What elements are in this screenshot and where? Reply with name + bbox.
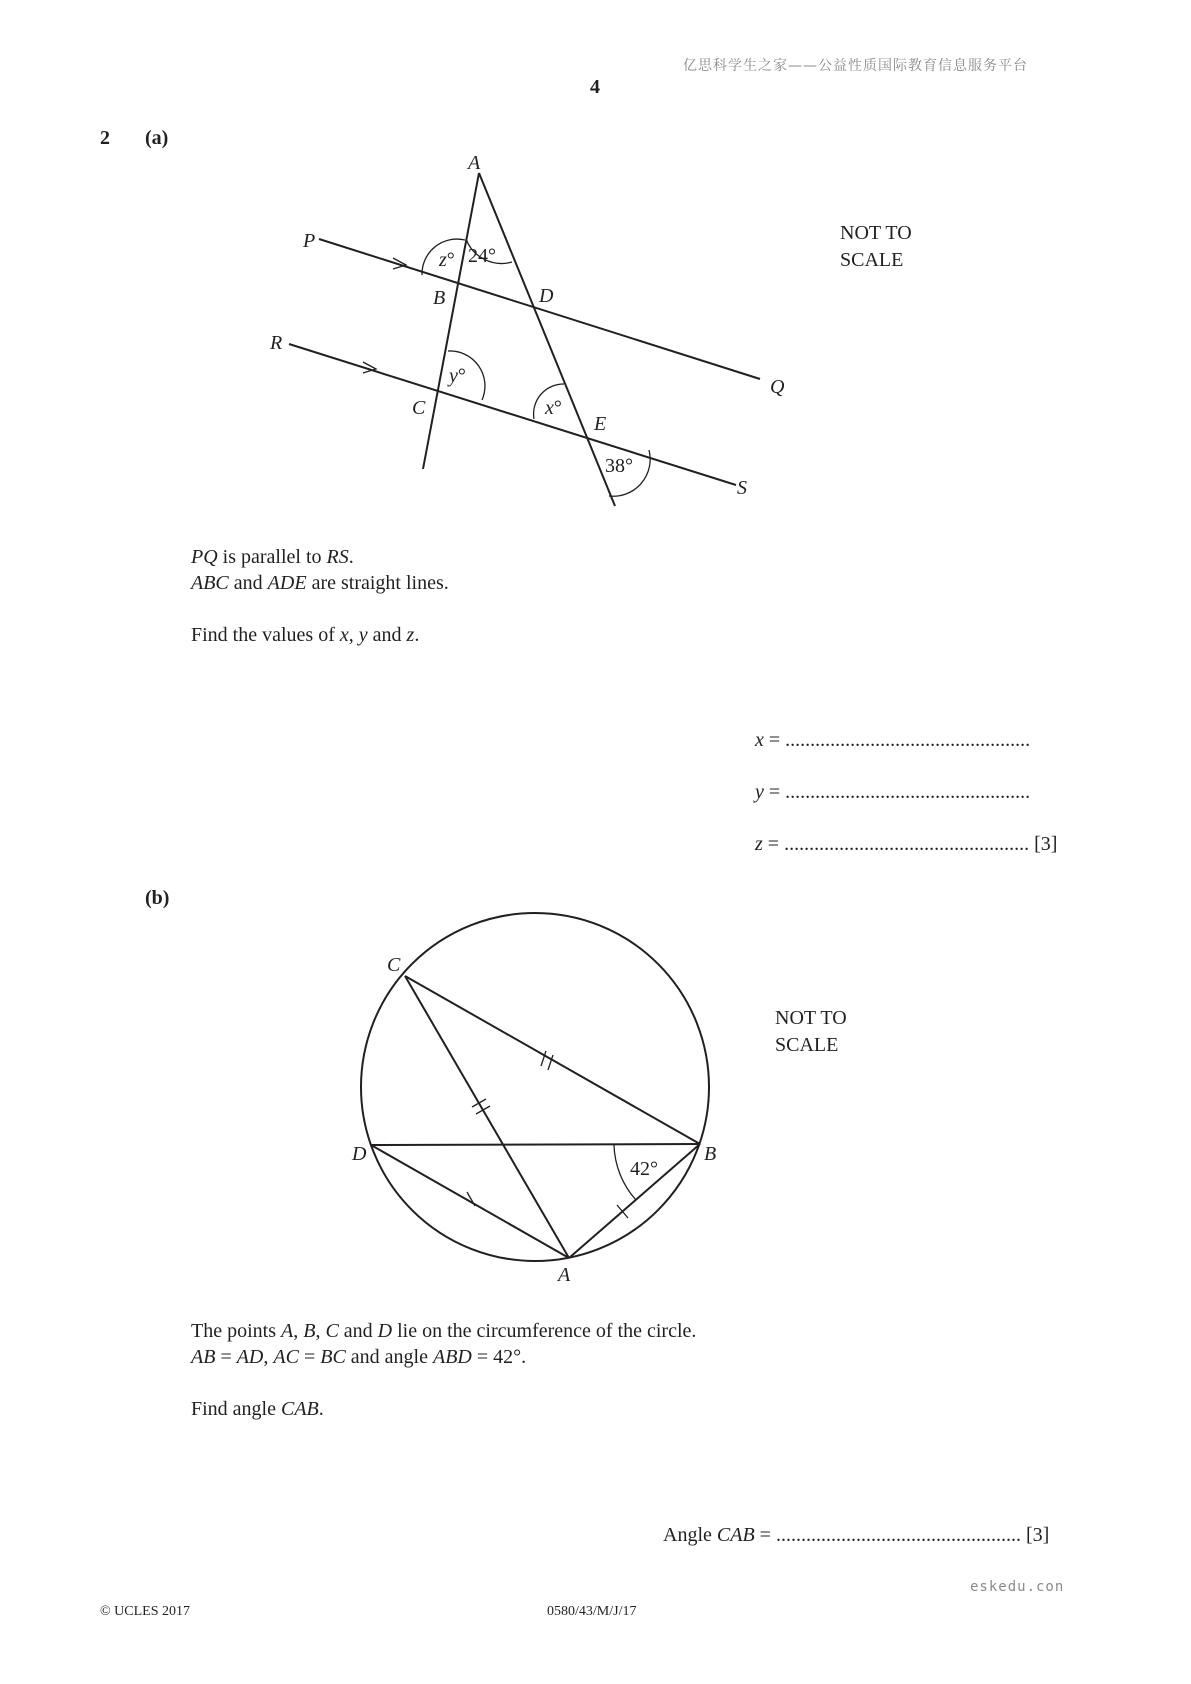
label-point-c: C <box>412 397 426 419</box>
chord-ca <box>405 976 569 1258</box>
answer-line-x[interactable]: x = ................................................. <box>755 729 1031 751</box>
line-ade <box>479 173 615 506</box>
answer-dots-z[interactable]: ................................................. <box>784 833 1030 855</box>
part-b-label: (b) <box>145 887 170 909</box>
label-point-a: A <box>468 152 481 174</box>
circle-diagram <box>0 900 1191 1290</box>
footer-copyright: © UCLES 2017 <box>100 1604 190 1619</box>
label-point-e: E <box>594 413 607 435</box>
not-to-scale-b-line1: NOT TO <box>775 1007 847 1029</box>
part-a-label: (a) <box>145 127 169 149</box>
part-b-statement-2: AB = AD, AC = BC and angle ABD = 42°. <box>191 1346 527 1368</box>
tick-ca-2 <box>476 1106 490 1114</box>
marks-a: [3] <box>1029 833 1058 855</box>
tick-da <box>467 1192 475 1206</box>
label-point-d: D <box>539 285 554 307</box>
label-point-s: S <box>737 477 747 499</box>
angle-label-24: 24° <box>468 245 496 267</box>
not-to-scale-a <box>840 220 912 274</box>
not-to-scale-b-line2: SCALE <box>775 1034 839 1056</box>
part-a-instruction: Find the values of x, y and z. <box>191 624 420 646</box>
angle-label-38: 38° <box>605 455 633 477</box>
part-b-statement-1: The points A, B, C and D lie on the circumference of the circle. <box>191 1320 697 1342</box>
label-point-q: Q <box>770 376 785 398</box>
part-a-statement-2: ABC and ADE are straight lines. <box>191 572 449 594</box>
answer-dots-y[interactable]: ................................................. <box>785 781 1031 803</box>
header-banner: 亿思科学生之家——公益性质国际教育信息服务平台 <box>683 58 1028 74</box>
label-point-r: R <box>270 332 283 354</box>
label-point-p: P <box>303 230 316 252</box>
part-a-statement-1: PQ is parallel to RS. <box>191 546 354 568</box>
answer-dots-cab[interactable]: ................................................. <box>775 1524 1021 1546</box>
label-point-c-b: C <box>387 954 401 976</box>
chord-db <box>371 1144 700 1145</box>
parallel-lines-diagram <box>0 0 1191 540</box>
answer-line-cab[interactable]: Angle CAB = ................................................. [3] <box>663 1524 1050 1546</box>
tick-ca-1 <box>472 1099 486 1107</box>
angle-label-x: x° <box>545 397 562 419</box>
chord-cb <box>405 976 700 1144</box>
not-to-scale-a-line2: SCALE <box>840 249 904 271</box>
angle-label-y: y° <box>449 365 466 387</box>
not-to-scale-b <box>775 1005 847 1059</box>
part-b-instruction: Find angle CAB. <box>191 1398 324 1420</box>
watermark: eskedu.con <box>970 1579 1065 1595</box>
answer-line-z[interactable]: z = ................................................. [3] <box>755 833 1058 855</box>
page-number: 4 <box>590 76 600 98</box>
label-point-d-b: D <box>352 1143 367 1165</box>
label-point-b: B <box>433 287 446 309</box>
line-rs <box>289 344 736 485</box>
circle <box>361 913 709 1261</box>
marks-b: [3] <box>1020 1524 1050 1546</box>
not-to-scale-a-line1: NOT TO <box>840 222 912 244</box>
answer-line-y[interactable]: y = ................................................. <box>755 781 1031 803</box>
label-point-a-b: A <box>558 1264 571 1286</box>
answer-dots-x[interactable]: ................................................. <box>785 729 1031 751</box>
chord-da <box>371 1145 569 1258</box>
footer-code: 0580/43/M/J/17 <box>547 1604 637 1619</box>
line-abc <box>423 173 479 469</box>
angle-label-42: 42° <box>630 1158 658 1180</box>
line-pq <box>319 239 760 379</box>
question-number: 2 <box>100 127 110 149</box>
angle-label-z: z° <box>439 249 455 271</box>
label-point-b-b: B <box>704 1143 717 1165</box>
